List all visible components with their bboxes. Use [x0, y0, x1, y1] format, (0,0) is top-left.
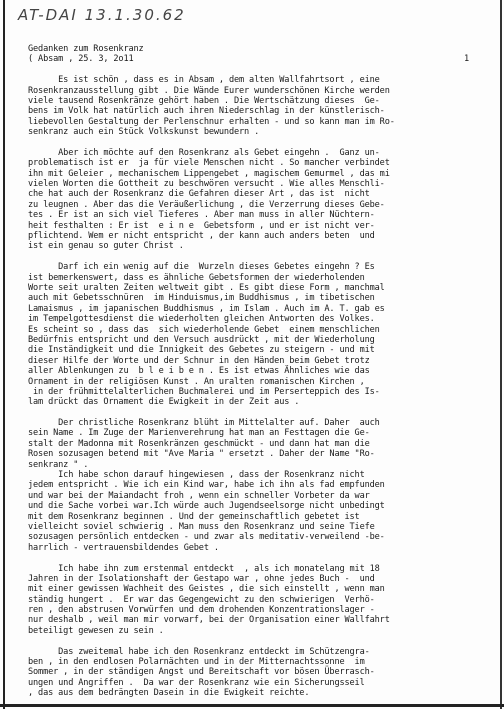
text-line: Ich habe schon darauf hingewiesen , dass der Rosenkranz nicht	[28, 470, 365, 481]
text-line: Es ist schön , dass es in Absam , dem alten Wallfahrtsort , eine	[28, 75, 380, 86]
text-line: ist ein genau so guter Christ .	[28, 241, 184, 252]
text-line: senkranz " .	[28, 459, 89, 470]
text-line: tes . Er ist an sich viel Tieferes . Aber man muss in aller Nüchtern-	[28, 210, 375, 221]
text-line: Sommer , in der ständigen Angst und Bereitschaft vor bösen Überrasch-	[28, 667, 375, 678]
text-line: Rosen sozusagen betend mit "Ave Maria " ersetzt . Daher der Name "Ro-	[28, 449, 375, 460]
text-line: Ich habe ihn zum erstenmal entdeckt , als ich monatelang mit 18	[28, 563, 380, 574]
text-line: und die Sache vorbei war.Ich würde auch Jugendseelsorge nicht unbedingt	[28, 501, 385, 512]
text-line: heit festhalten : Er ist e i n e Gebetsform , und er ist nicht ver-	[28, 220, 375, 231]
scan-edge-left	[3, 0, 5, 709]
text-line: mit einer gewissen Wachheit des Geistes , die sich einstellt , wenn man	[28, 584, 385, 595]
text-line: pflichtend. Wem er nicht entspricht , der kann auch anders beten und	[28, 231, 375, 242]
text-line: ren , den abstrusen Vorwürfen und dem drohenden Konzentrationslager -	[28, 605, 375, 616]
text-line: Aber ich möchte auf den Rosenkranz als Gebet eingehn . Ganz un-	[28, 147, 380, 158]
text-line: in der frühmittelalterlichen Buchmalerei und im Perserteppich des Is-	[28, 386, 380, 397]
text-line: Jahren in der Isolationshaft der Gestapo war , ohne jedes Buch - und	[28, 573, 375, 584]
text-line: nur deshalb , weil man mir vorwarf, bei der Organisation einer Wallfahrt	[28, 615, 390, 626]
page-number: 1	[464, 54, 470, 64]
text-line	[28, 65, 492, 75]
text-line: vielen Worten die Gottheit zu beschwören versucht . Wie alles Menschli-	[28, 179, 385, 190]
text-line: viele tausend Rosenkränze gehört haben . Die Wertschätzung dieses Ge-	[28, 95, 380, 106]
text-line: Es scheint so , dass das sich wiederholende Gebet einem menschlichen	[28, 324, 380, 335]
text-line: , das aus dem bedrängten Dasein in die Ewigkeit reichte.	[28, 688, 310, 699]
text-line: sozusagen persönlich entdecken - und zwar als meditativ-verweilend -be-	[28, 532, 385, 543]
text-line: mit dem Rosenkranz beginnen . Und der gemeinschaftlich gebetet ist	[28, 511, 360, 522]
text-line: Darf ich ein wenig auf die Wurzeln dieses Gebetes eingehn ? Es	[28, 262, 375, 273]
text-line	[28, 138, 492, 148]
handwritten-archive-number: AT-DAI 13.1.30.62	[18, 6, 186, 24]
scan-edge-bottom	[0, 704, 504, 707]
text-line: Lamaismus , im japanischen Buddhismus , im Islam . Auch im A. T. gab es	[28, 303, 385, 314]
text-line: liebevollen Gestaltung der Perlenschnur erhalten - und so kann man im Ro-	[28, 116, 395, 127]
text-line: im Tempelgottesdienst die wiederholten gleichen Antworten des Volkes.	[28, 314, 375, 325]
text-line: ungen und Angriffen . Da war der Rosenkranz wie ein Sicherungsseil	[28, 677, 365, 688]
text-line: aller Ablenkungen zu b l e i b e n . Es ist etwas Ähnliches wie das	[28, 366, 370, 377]
text-line: ( Absam , 25. 3, 2o11	[28, 54, 134, 65]
text-line: Der christliche Rosenkranz blüht im Mittelalter auf. Daher auch	[28, 418, 380, 429]
text-line: Ornament in der religiösen Kunst . An uralten romanischen Kirchen ,	[28, 376, 365, 387]
text-line: dieser Hilfe der Worte und der Schnur in den Händen beim Gebet trotz	[28, 355, 370, 366]
text-line: vielleicht soviel schwierig . Man muss den Rosenkranz und seine Tiefe	[28, 521, 375, 532]
text-line: che hat auch der Rosenkranz die Gefahren dieser Art , das ist nicht	[28, 189, 370, 200]
text-line: die Inständigkeit und die Innigkeit des Gebetes zu steigern - und mit	[28, 345, 375, 356]
document-body	[28, 44, 492, 699]
text-line: Bedürfnis entspricht und den Versuch ausdrückt , mit der Wiederholung	[28, 334, 375, 345]
text-line: Das zweitemal habe ich den Rosenkranz entdeckt im Schützengra-	[28, 646, 370, 657]
text-line: jedem entspricht . Wie ich ein Kind war, habe ich ihn als fad empfunden	[28, 480, 385, 491]
text-line	[28, 408, 492, 418]
text-line: Worte seit uralten Zeiten weltweit gibt . Es gibt diese Form , manchmal	[28, 282, 385, 293]
text-line: beteiligt gewesen zu sein .	[28, 625, 164, 636]
text-line: Rosenkranzausstellung gibt . Die Wände Eurer wunderschönen Kirche werden	[28, 85, 390, 96]
text-line: bens im Volk hat natürlich auch ihren Niederschlag in der künstlerisch-	[28, 106, 385, 117]
text-line: und war bei der Maiandacht froh , wenn ein schneller Vorbeter da war	[28, 490, 370, 501]
text-line	[28, 636, 492, 646]
text-line: stalt der Madonna mit Rosenkränzen geschmückt - und dann hat man die	[28, 438, 370, 449]
text-line: problematisch ist er ja für viele Menschen nicht . So mancher verbindet	[28, 158, 390, 169]
scan-edge-right	[500, 0, 502, 709]
text-line: ben , in den endlosen Polarnächten und in der Mitternachtssonne im	[28, 657, 365, 668]
text-line: auch mit Gebetsschnüren im Hinduismus,im Buddhismus , im tibetischen	[28, 293, 375, 304]
text-line: senkranz auch ein Stück Volkskunst bewundern .	[28, 127, 260, 138]
text-line: harrlich - vertrauensbildendes Gebet .	[28, 542, 219, 553]
text-line	[28, 252, 492, 262]
text-line: ständig hungert . Er war das Gegengewicht zu den schwierigen Verhö-	[28, 594, 375, 605]
text-line: sein Name . Im Zuge der Marienverehrung hat man an Festtagen die Ge-	[28, 428, 370, 439]
text-line: zu leugnen . Aber das die Veräußerlichung , die Verzerrung dieses Gebe-	[28, 199, 385, 210]
text-line: ihn mit Geleier , mechanischem Lippengebet , magischem Gemurmel , das mi	[28, 168, 390, 179]
text-line: Gedanken zum Rosenkranz	[28, 44, 144, 54]
text-line	[28, 553, 492, 563]
text-line: lam drückt das Ornament die Ewigkeit in der Zeit aus .	[28, 397, 300, 408]
text-line: ist bemerkenswert, dass es ähnliche Gebetsformen der wiederholenden	[28, 272, 365, 283]
